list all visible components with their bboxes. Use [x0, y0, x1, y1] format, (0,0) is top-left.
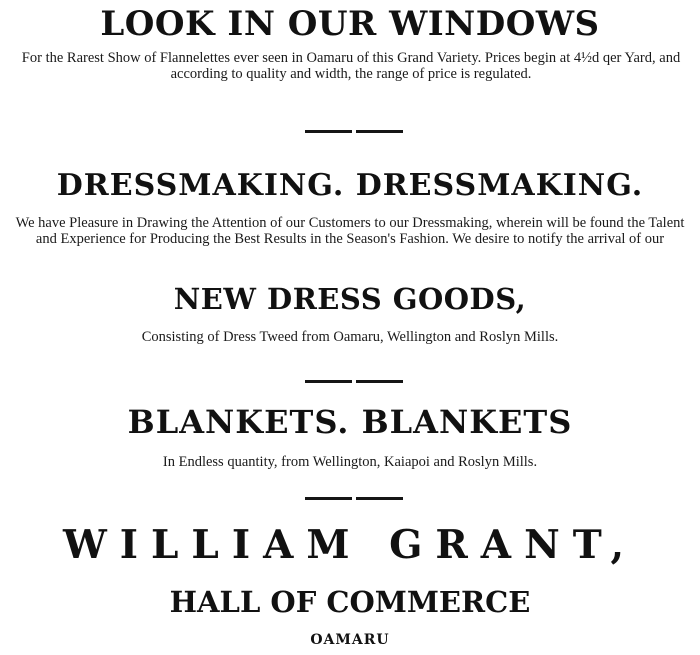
dressmaking-headline: DRESSMAKING. DRESSMAKING.: [56, 168, 644, 203]
section-divider: [305, 497, 403, 500]
blankets-headline: BLANKETS. BLANKETS: [127, 403, 573, 441]
premises-name: HALL OF COMMERCE: [169, 585, 531, 619]
new-dress-goods-headline: NEW DRESS GOODS,: [173, 282, 527, 316]
merchant-name: WILLIAM GRANT,: [62, 522, 638, 568]
new-dress-goods-body-text: Consisting of Dress Tweed from Oamaru, Wellington and Roslyn Mills.: [141, 329, 559, 345]
town-name: OAMARU: [310, 632, 390, 648]
section-divider: [305, 130, 403, 133]
windows-body-text: For the Rarest Show of Flannelettes ever seen in Oamaru of this Grand Variety. Prices begin at 4½d qer Yard, and according to quality and width, the range of price is regulated.: [21, 50, 681, 82]
section-divider: [305, 380, 403, 383]
blankets-body-text: In Endless quantity, from Wellington, Kaiapoi and Roslyn Mills.: [162, 454, 538, 470]
dressmaking-body-text: We have Pleasure in Drawing the Attention of our Customers to our Dressmaking, wherein will be found the Talent and Experience for Producing the Best Results in the Season's Fashion. We desire to notify the arrival of our: [15, 215, 685, 247]
windows-headline: LOOK IN OUR WINDOWS: [100, 4, 600, 44]
